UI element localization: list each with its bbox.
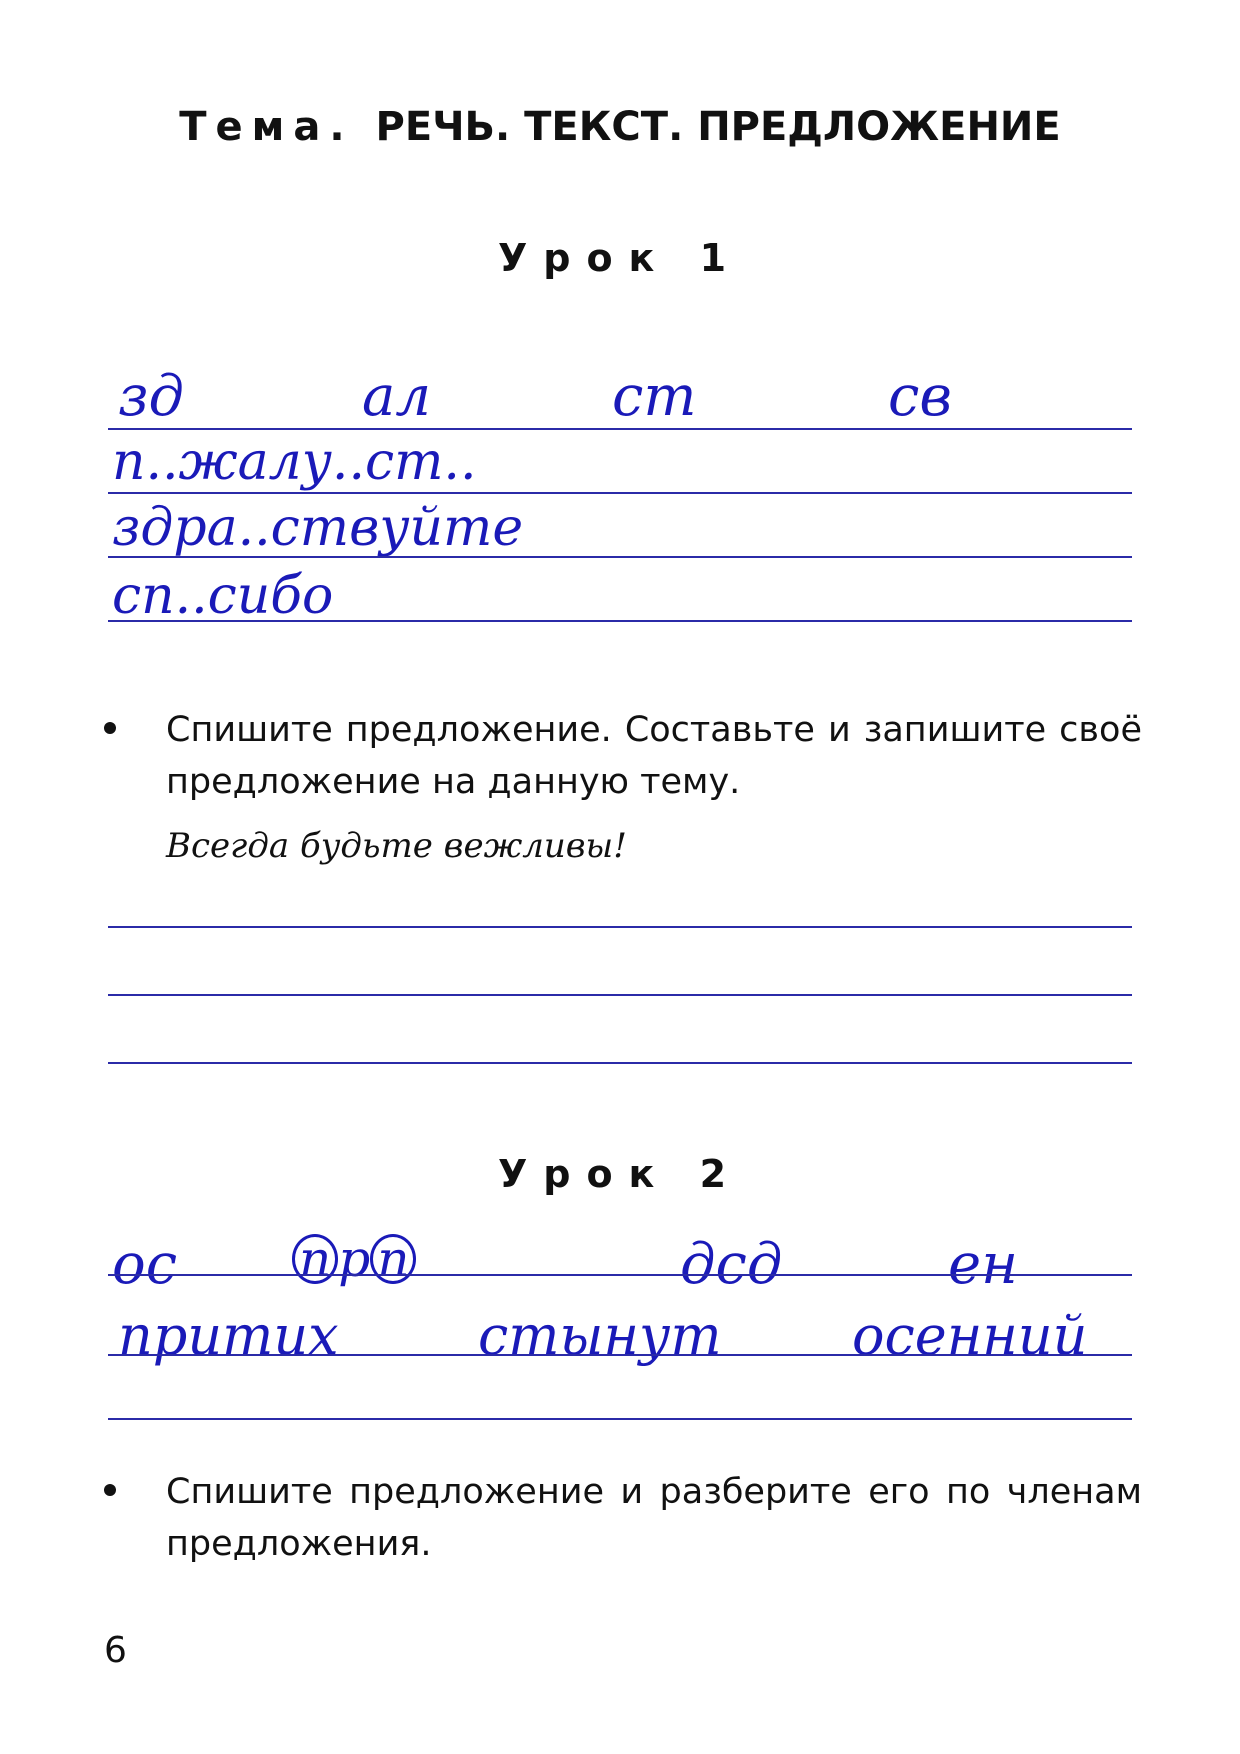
writing-line [108,1354,1132,1356]
lesson-1-letters-4: св [888,364,952,429]
lesson-1-heading: Урок 1 [497,236,743,280]
writing-line [108,1062,1132,1064]
lesson-1-task: Спишите предложение. Составьте и запишите своё предложение на данную тему. [166,710,1142,802]
lesson-2-letters-circled [292,1230,416,1288]
bullet-icon [104,722,116,734]
page-number: 6 [104,1630,127,1671]
middle-letter: р [338,1230,371,1288]
writing-line [108,994,1132,996]
writing-line [108,428,1132,430]
lesson-1-word-1: п..жалу..ст.. [112,432,477,492]
lesson-2-phrase-word-2: стынут [478,1304,722,1367]
lesson-2-phrase-word-1: притих [118,1304,339,1367]
writing-line [108,926,1132,928]
lesson-2-letters-1: ос [112,1232,178,1297]
topic-title: РЕЧЬ. ТЕКСТ. ПРЕДЛОЖЕНИЕ [375,104,1061,150]
lesson-2-task: Спишите предложение и разберите его по членам предложения. [166,1472,1142,1564]
writing-line [108,492,1132,494]
bullet-icon [104,1484,116,1496]
writing-line [108,1274,1132,1276]
circled-letter: п [292,1234,338,1284]
topic-label: Тема. [179,104,354,150]
circled-letter: п [370,1234,416,1284]
writing-line [108,1418,1132,1420]
writing-line [108,556,1132,558]
lesson-1-word-3: сп..сибо [112,566,334,626]
lesson-1-letters-2: ал [362,364,432,429]
lesson-2-heading: Урок 2 [497,1152,743,1196]
lesson-2-letters-3: дсд [680,1232,783,1297]
lesson-2-phrase-word-3: осенний [852,1304,1088,1367]
lesson-1-letters-3: ст [612,364,697,429]
lesson-1-example-sentence: Всегда будьте вежливы! [166,826,627,866]
lesson-2-letters-4: ен [948,1232,1019,1297]
lesson-1-word-2: здра..ствуйте [112,498,524,558]
topic-header [0,104,1240,150]
lesson-1-letters-1: зд [118,364,185,429]
writing-line [108,620,1132,622]
